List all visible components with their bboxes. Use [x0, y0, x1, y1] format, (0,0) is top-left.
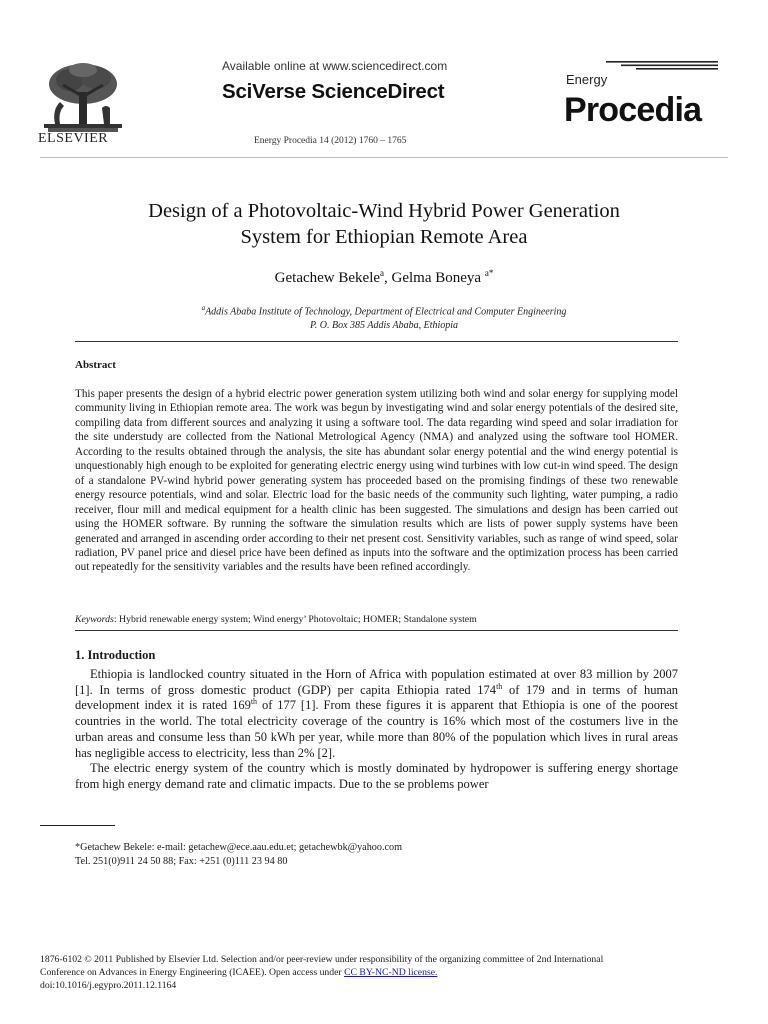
abstract-top-rule	[75, 341, 678, 342]
title-line-1: Design of a Photovoltaic-Wind Hybrid Power Generation	[148, 200, 620, 222]
corresponding-author-footnote	[75, 841, 402, 869]
affiliation-line-1: Addis Ababa Institute of Technology, Department of Electrical and Computer Engineering	[205, 306, 567, 318]
copyright-notice	[40, 953, 728, 992]
available-online-text: Available online at www.sciencedirect.com	[222, 59, 448, 73]
paper-title	[60, 198, 708, 250]
section-heading-introduction: 1. Introduction	[75, 648, 156, 662]
platform-name: SciVerse ScienceDirect	[222, 80, 445, 103]
author-separator: ,	[384, 270, 392, 286]
author-1-marker: a	[380, 268, 385, 278]
license-link[interactable]: CC BY-NC-ND license.	[344, 967, 438, 978]
intro-p1-sup-1: th	[496, 681, 503, 691]
author-2: Gelma Boneya	[391, 270, 482, 286]
intro-paragraph-2: The electric energy system of the country which is mostly dominated by hydropower is suffering energy shortage from high energy demand rate and climatic impacts. Due to the se problems power	[75, 761, 678, 791]
intro-p1-text-c: of 177 [1]. From these figures it is apparent that Ethiopia is one of the poorest countries in the world. The total electricity coverage of the country is 16% which most of the costumers live in the urban areas and consume less than 50 kWh per year, while more than 80% of the population which lives in rural areas has negligible access to electricity, less than 2% [2].	[75, 698, 678, 760]
journal-logo-procedia: Procedia	[564, 91, 702, 129]
intro-p1-text-a: Ethiopia is landlocked country situated in the Horn of Africa with population estimated at over 83 million by 2007 [1]. In terms of gross domestic product (GDP) per capita Ethiopia rated 174	[75, 667, 678, 697]
author-1: Getachew Bekele	[274, 270, 381, 286]
intro-p1-text-b: of 179 and in terms of human development index it is rated 169	[75, 682, 679, 713]
publisher-name: ELSEVIER	[38, 131, 109, 146]
intro-paragraph-1	[75, 667, 678, 761]
title-line-2: System for Ethiopian Remote Area	[240, 226, 528, 248]
journal-logo-energy: Energy	[566, 72, 608, 87]
affiliation	[40, 301, 728, 333]
footnote-phone: Tel. 251(0)911 24 50 88; Fax: +251 (0)111 23 94 80	[75, 856, 288, 867]
intro-p1-sup-2: th	[250, 697, 258, 707]
journal-logo-lines	[566, 61, 718, 71]
journal-citation: Energy Procedia 14 (2012) 1760 – 1765	[254, 136, 407, 146]
keywords-list: : Hybrid renewable energy system; Wind energy’ Photovoltaic; HOMER; Standalone system	[113, 614, 477, 625]
author-2-marker: a*	[484, 268, 494, 278]
affiliation-marker: a	[201, 304, 206, 312]
author-list	[40, 268, 728, 287]
copyright-line-2-text: Conference on Advances in Energy Engineering (ICAEE). Open access under	[40, 967, 345, 978]
introduction-body	[75, 667, 678, 793]
elsevier-tree-logo	[40, 62, 126, 134]
abstract-bottom-rule	[75, 630, 678, 631]
abstract-body: This paper presents the design of a hybrid electric power generation system utilizing both wind and solar energy for supplying model community living in Ethiopian remote area. The work was begun by investigating wind and solar energy potentials of the desired site, compiling data from different sources and analyzing it using a software tool. The data regarding wind speed and solar irradiation for the site understudy are collected from the National Metrological Agency (NMA) and analyzed using the software tool HOMER. According to the results obtained through the analysis, the site has abundant solar energy potential and the wind energy potential is unquestionably high enough to be exploited for generating electric energy using wind turbines with low cut-in wind speed. The design of a standalone PV-wind hybrid power generating system has proceeded based on the promising findings of these two renewable energy resource potentials, wind and solar. Electric load for the basic needs of the community such lighting, water pumping, a radio receiver, flour mill and medical equipment for a health clinic has been suggested. The simulations and design has been carried out using the HOMER software. By running the software the simulation results which are lists of power supply systems have been generated and arranged in ascending order according to their net present cost. Sensitivity variables, such as range of wind speed, solar radiation, PV panel price and diesel price have been defined as inputs into the software and the optimization process has been carried out repeatedly for the sensitivity variables and the results have been refined accordingly.	[75, 388, 678, 574]
keywords-label: Keywords	[75, 614, 114, 625]
abstract-heading: Abstract	[75, 359, 116, 371]
affiliation-line-2: P. O. Box 385 Addis Ababa, Ethiopia	[309, 320, 459, 332]
footnote-rule	[40, 825, 115, 826]
copyright-line-2	[40, 966, 728, 979]
keywords	[75, 614, 477, 625]
doi: doi:10.1016/j.egypro.2011.12.1164	[40, 980, 177, 991]
footnote-email: *Getachew Bekele: e-mail: getachew@ece.aau.edu.et; getachewbk@yahoo.com	[75, 842, 403, 853]
header-divider	[40, 157, 728, 158]
copyright-line-1: 1876-6102 © 2011 Published by Elsevier Ltd. Selection and/or peer-review under responsibility of the organizing committee of 2nd International	[40, 954, 604, 965]
